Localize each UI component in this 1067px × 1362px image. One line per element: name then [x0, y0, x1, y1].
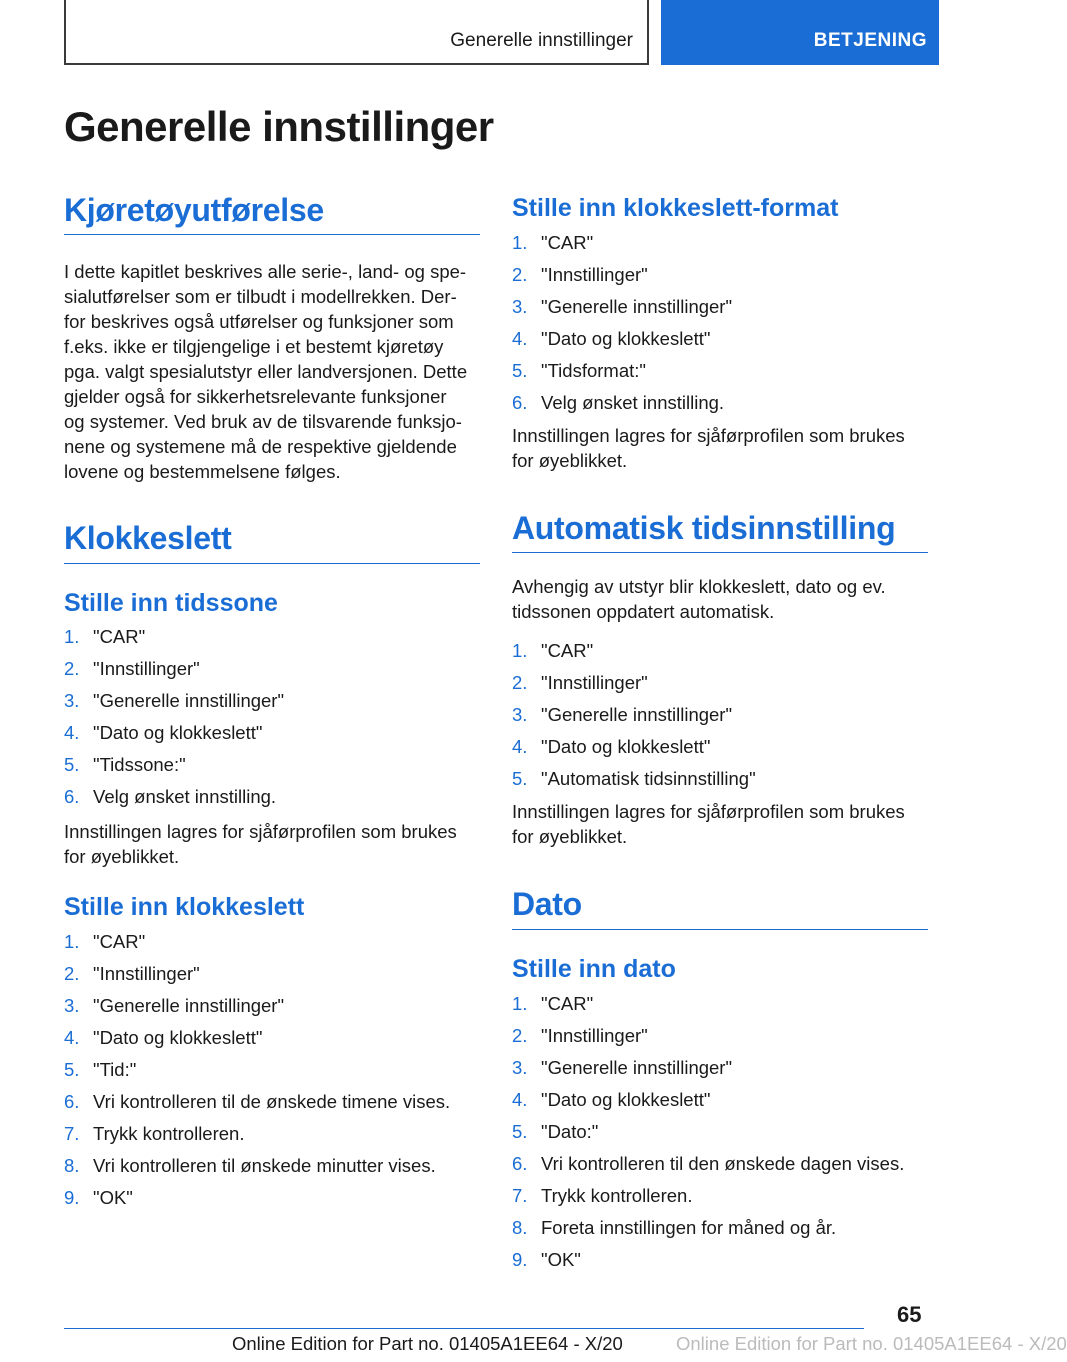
step-text: "Innstillinger"	[93, 658, 200, 679]
running-header-box	[64, 0, 649, 65]
step-number: 3.	[512, 704, 528, 725]
step-text: "Dato og klokkeslett"	[541, 328, 711, 349]
step-number: 4.	[512, 736, 528, 757]
text-line: lovene og bestemmelsene følges.	[64, 461, 341, 482]
list-item	[64, 786, 480, 818]
list-item	[64, 1155, 480, 1187]
step-text: "Innstillinger"	[541, 1025, 648, 1046]
footer-watermark: Online Edition for Part no. 01405A1EE64 - X/20	[676, 1333, 1067, 1354]
heading-date: Dato	[512, 886, 582, 922]
list-item	[512, 1121, 928, 1153]
step-text: Trykk kontrolleren.	[541, 1185, 693, 1206]
list-item	[512, 1153, 928, 1185]
list-item	[64, 722, 480, 754]
text-line: for beskrives også utførelser og funksjoner som	[64, 311, 454, 332]
step-number: 6.	[64, 786, 80, 807]
list-item	[512, 360, 928, 392]
step-number: 3.	[512, 296, 528, 317]
list-item	[64, 690, 480, 722]
step-number: 2.	[512, 1025, 528, 1046]
step-number: 6.	[512, 1153, 528, 1174]
heading-auto-time: Automatisk tidsinnstilling	[512, 510, 896, 546]
step-number: 1.	[512, 993, 528, 1014]
step-number: 1.	[64, 931, 80, 952]
list-item	[64, 626, 480, 658]
step-text: Vri kontrolleren til den ønskede dagen vises.	[541, 1153, 905, 1174]
step-number: 4.	[512, 1089, 528, 1110]
list-item	[512, 264, 928, 296]
heading-rule	[64, 234, 480, 235]
step-text: "Dato og klokkeslett"	[541, 736, 711, 757]
heading-rule	[512, 929, 928, 930]
list-item	[512, 704, 928, 736]
step-number: 6.	[512, 392, 528, 413]
step-text: "Generelle innstillinger"	[93, 995, 285, 1016]
list-item	[512, 736, 928, 768]
step-number: 5.	[64, 1059, 80, 1080]
step-text: "Generelle innstillinger"	[541, 1057, 733, 1078]
step-text: "OK"	[93, 1187, 133, 1208]
list-item	[512, 1249, 928, 1281]
text-line: og systemer. Ved bruk av de tilsvarende funksjo-	[64, 411, 462, 432]
heading-rule	[512, 552, 928, 553]
paragraph-auto-time	[512, 574, 928, 624]
list-item	[512, 232, 928, 264]
step-text: "Dato og klokkeslett"	[93, 722, 263, 743]
heading-set-timezone: Stille inn tidssone	[64, 589, 278, 617]
text-line: tidssonen oppdatert automatisk.	[512, 601, 775, 622]
step-number: 2.	[64, 658, 80, 679]
list-item	[512, 1089, 928, 1121]
step-number: 4.	[64, 1027, 80, 1048]
text-line: nene og systemene må de respektive gjeldende	[64, 436, 457, 457]
list-item	[64, 1027, 480, 1059]
step-text: Vri kontrolleren til ønskede minutter vises.	[93, 1155, 436, 1176]
heading-set-time-format: Stille inn klokkeslett-format	[512, 194, 839, 222]
list-item	[64, 1059, 480, 1091]
list-item	[64, 931, 480, 963]
list-item	[512, 1217, 928, 1249]
heading-vehicle-version: Kjøretøyutførelse	[64, 192, 324, 228]
step-text: "Generelle innstillinger"	[93, 690, 285, 711]
step-number: 9.	[512, 1249, 528, 1270]
list-item	[512, 640, 928, 672]
list-item	[512, 768, 928, 800]
step-text: "Tidsformat:"	[541, 360, 646, 381]
text-line: sialutførelser som er tilbudt i modellrekken. Der-	[64, 286, 457, 307]
step-text: "CAR"	[93, 626, 146, 647]
step-number: 8.	[64, 1155, 80, 1176]
list-set-date-steps	[512, 993, 928, 1281]
step-text: "Generelle innstillinger"	[541, 704, 733, 725]
step-number: 1.	[512, 232, 528, 253]
step-number: 9.	[64, 1187, 80, 1208]
step-text: "Innstillinger"	[93, 963, 200, 984]
list-item	[512, 672, 928, 704]
list-item	[512, 1025, 928, 1057]
text-line: pga. valgt spesialutstyr eller landversjonen. Dette	[64, 361, 468, 382]
step-number: 4.	[64, 722, 80, 743]
text-line: Innstillingen lagres for sjåførprofilen som brukes	[64, 821, 457, 842]
step-text: Vri kontrolleren til de ønskede timene vises.	[93, 1091, 451, 1112]
list-item	[64, 1187, 480, 1219]
text-line: I dette kapitlet beskrives alle serie-, land- og spe-	[64, 261, 467, 282]
paragraph-vehicle-version	[64, 259, 480, 484]
list-item	[64, 963, 480, 995]
step-text: Foreta innstillingen for måned og år.	[541, 1217, 837, 1238]
step-number: 6.	[64, 1091, 80, 1112]
step-text: Velg ønsket innstilling.	[541, 392, 725, 413]
list-item	[64, 995, 480, 1027]
list-auto-time-steps	[512, 640, 928, 800]
running-header-section: Generelle innstillinger	[450, 30, 633, 51]
text-line: f.eks. ikke er tilgjengelige i et bestemt kjøretøy	[64, 336, 444, 357]
step-text: Trykk kontrolleren.	[93, 1123, 245, 1144]
list-item	[512, 328, 928, 360]
step-text: "Innstillinger"	[541, 672, 648, 693]
heading-clock: Klokkeslett	[64, 520, 232, 556]
step-number: 7.	[64, 1123, 80, 1144]
list-item	[64, 1123, 480, 1155]
step-number: 3.	[512, 1057, 528, 1078]
note-auto-time	[512, 799, 928, 849]
list-item	[512, 296, 928, 328]
step-text: "Automatisk tidsinnstilling"	[541, 768, 756, 789]
footer-edition: Online Edition for Part no. 01405A1EE64 - X/20	[232, 1333, 623, 1354]
list-set-time-steps	[64, 931, 480, 1219]
step-number: 7.	[512, 1185, 528, 1206]
step-number: 1.	[64, 626, 80, 647]
step-number: 2.	[64, 963, 80, 984]
text-line: for øyeblikket.	[64, 846, 180, 867]
page-number: 65	[897, 1302, 922, 1327]
list-time-format-steps	[512, 232, 928, 424]
step-number: 2.	[512, 264, 528, 285]
step-number: 2.	[512, 672, 528, 693]
list-item	[512, 1057, 928, 1089]
list-item	[512, 993, 928, 1025]
step-number: 5.	[512, 360, 528, 381]
text-line: Avhengig av utstyr blir klokkeslett, dato og ev.	[512, 576, 886, 597]
step-text: "OK"	[541, 1249, 581, 1270]
step-text: "Dato:"	[541, 1121, 599, 1142]
step-text: "Dato og klokkeslett"	[93, 1027, 263, 1048]
step-text: "Tid:"	[93, 1059, 137, 1080]
text-line: gjelder også for sikkerhetsrelevante funksjoner	[64, 386, 447, 407]
heading-rule	[64, 563, 480, 564]
step-text: "Tidssone:"	[93, 754, 186, 775]
text-line: for øyeblikket.	[512, 826, 628, 847]
list-item	[512, 392, 928, 424]
step-text: "CAR"	[93, 931, 146, 952]
step-text: "CAR"	[541, 232, 594, 253]
step-number: 5.	[512, 768, 528, 789]
step-text: "CAR"	[541, 993, 594, 1014]
step-number: 3.	[64, 995, 80, 1016]
list-item	[64, 1091, 480, 1123]
footer-rule	[64, 1328, 864, 1329]
step-text: "CAR"	[541, 640, 594, 661]
step-number: 3.	[64, 690, 80, 711]
text-line: Innstillingen lagres for sjåførprofilen som brukes	[512, 801, 905, 822]
chapter-label: BETJENING	[813, 30, 927, 51]
heading-set-date: Stille inn dato	[512, 955, 676, 983]
list-timezone-steps	[64, 626, 480, 818]
page-title: Generelle innstillinger	[64, 103, 494, 150]
list-item	[64, 658, 480, 690]
chapter-tab	[661, 0, 939, 65]
list-item	[512, 1185, 928, 1217]
step-number: 4.	[512, 328, 528, 349]
step-text: "Generelle innstillinger"	[541, 296, 733, 317]
step-text: "Dato og klokkeslett"	[541, 1089, 711, 1110]
step-number: 8.	[512, 1217, 528, 1238]
step-text: Velg ønsket innstilling.	[93, 786, 277, 807]
text-line: Innstillingen lagres for sjåførprofilen som brukes	[512, 425, 905, 446]
note-timezone	[64, 819, 480, 869]
note-time-format	[512, 423, 928, 473]
step-text: "Innstillinger"	[541, 264, 648, 285]
heading-set-time: Stille inn klokkeslett	[64, 893, 305, 921]
step-number: 5.	[64, 754, 80, 775]
step-number: 1.	[512, 640, 528, 661]
list-item	[64, 754, 480, 786]
step-number: 5.	[512, 1121, 528, 1142]
text-line: for øyeblikket.	[512, 450, 628, 471]
